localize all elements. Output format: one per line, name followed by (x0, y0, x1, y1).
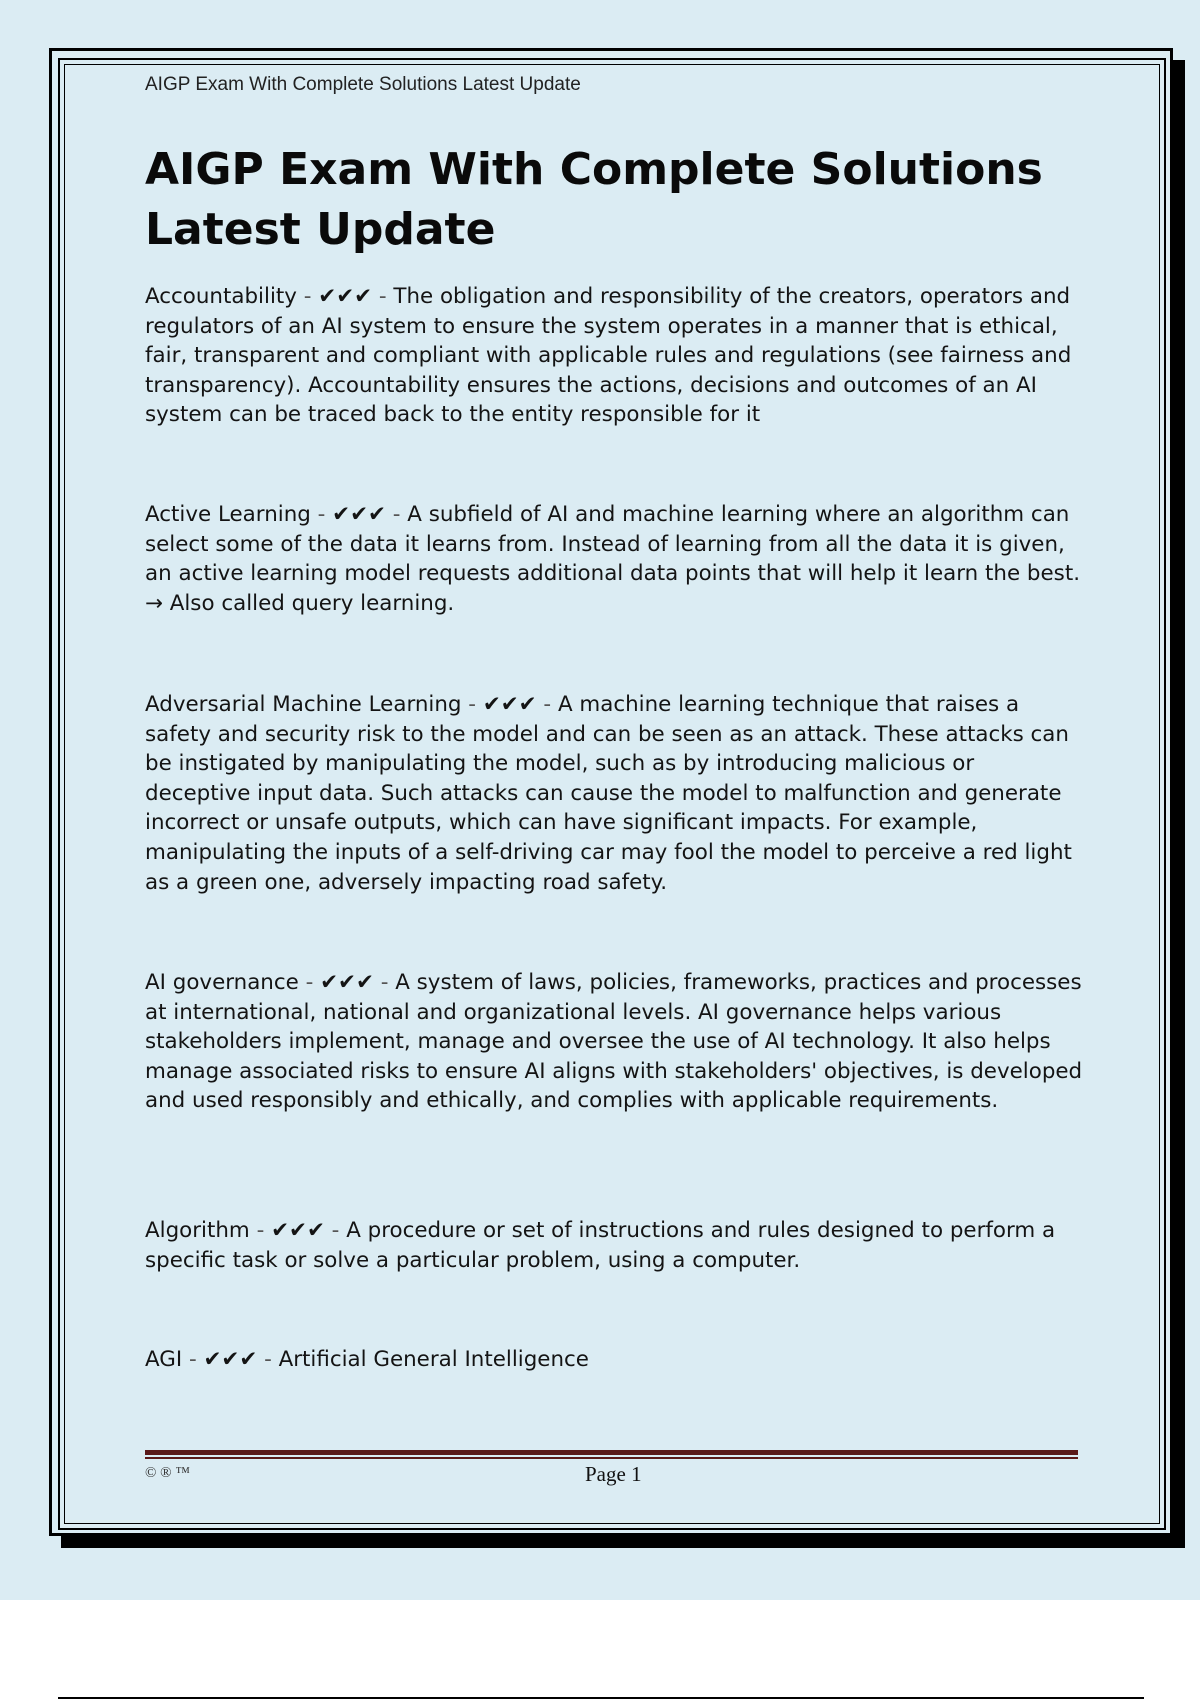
entry-separator: - (298, 970, 321, 995)
footer-rule-thick (145, 1450, 1078, 1455)
checkmarks-icon: ✔✔✔ (332, 502, 386, 527)
checkmarks-icon: ✔✔✔ (320, 970, 374, 995)
entry-definition: The obligation and responsibility of the creators, operators and regulators of an AI system to ensure the system operates in a manner that is ethical, fair, transparent and compliant with applicable rules and regulations (see fairness and transparency). Accountability ensures the actions, decisions and outcomes of an AI system can be traced back to the entity responsible for it (145, 284, 1072, 428)
footer-symbols: © ® ™ (145, 1465, 190, 1481)
entry-separator: - (257, 1347, 279, 1372)
entry-term: AGI (145, 1347, 183, 1372)
running-header: AIGP Exam With Complete Solutions Latest Update (145, 74, 581, 95)
entry-definition: Artificial General Intelligence (278, 1347, 589, 1372)
glossary-entry (145, 1216, 1085, 1275)
glossary-entry (145, 1345, 589, 1375)
glossary-entry (145, 500, 1085, 618)
entry-term: Adversarial Machine Learning (145, 692, 462, 717)
entry-term: Accountability (145, 284, 297, 309)
glossary-entry (145, 690, 1085, 897)
entry-separator: - (372, 284, 394, 309)
entry-definition: A system of laws, policies, frameworks, practices and processes at international, national and organizational levels. AI governance helps various stakeholders implement, manage and oversee the use of AI technology. It also helps manage associated risks to ensure AI aligns with stakeholders' objectives, is developed and used responsibly and ethically, and complies with applicable requirements. (145, 970, 1083, 1114)
entry-term: Active Learning (145, 502, 311, 527)
entry-separator: - (373, 970, 396, 995)
footer-rule (145, 1450, 1078, 1459)
checkmarks-icon: ✔✔✔ (318, 284, 373, 309)
checkmarks-icon: ✔✔✔ (482, 692, 537, 717)
entry-definition: A procedure or set of instructions and rules designed to perform a specific task or solve a particular problem, using a computer. (145, 1218, 1056, 1273)
checkmarks-icon: ✔✔✔ (203, 1347, 258, 1372)
entry-separator: - (385, 502, 408, 527)
entry-separator: - (249, 1218, 272, 1243)
entry-separator: - (324, 1218, 347, 1243)
entry-separator: - (461, 692, 483, 717)
entry-separator: - (310, 502, 333, 527)
bottom-divider (58, 1697, 1144, 1699)
entry-separator: - (536, 692, 558, 717)
footer-rule-thin (145, 1457, 1078, 1459)
glossary-entry (145, 968, 1085, 1116)
document-title: AIGP Exam With Complete Solutions Latest Update (145, 144, 1043, 255)
entry-definition: A subfield of AI and machine learning where an algorithm can select some of the data it learns from. Instead of learning from all the data it is given, an active learning model requests additional data points that will help it learn the best. → Also called query learning. (145, 502, 1081, 616)
entry-term: Algorithm (145, 1218, 250, 1243)
page-number: Page 1 (585, 1462, 642, 1486)
glossary-entry (145, 282, 1085, 430)
entry-separator: - (296, 284, 319, 309)
entry-definition: A machine learning technique that raises a safety and security risk to the model and can be seen as an attack. These attacks can be instigated by manipulating the model, such as by introducing malicious or deceptive input data. Such attacks can cause the model to malfunction and generate incorrect or unsafe outputs, which can have significant impacts. For example, manipulating the inputs of a self-driving car may fool the model to perceive a red light as a green one, adversely impacting road safety. (145, 692, 1072, 895)
checkmarks-icon: ✔✔✔ (271, 1218, 325, 1243)
entry-separator: - (182, 1347, 204, 1372)
entry-term: AI governance (145, 970, 299, 995)
